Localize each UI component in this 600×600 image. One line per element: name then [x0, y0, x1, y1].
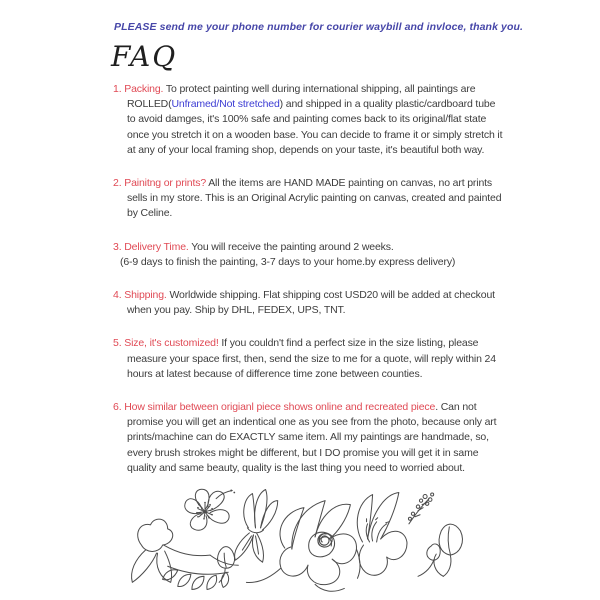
faq-list: [113, 82, 503, 494]
faq-paragraph: [113, 82, 503, 158]
faq-paragraph: [113, 240, 503, 255]
item-text: To protect painting well during international shipping, all paintings are ROLLED(: [127, 83, 476, 111]
item-title: How similar between origianl piece shows online and recreated piece: [124, 401, 436, 414]
item-subtext: (6-9 days to finish the painting, 3-7 days to your home.by express delivery): [120, 255, 456, 268]
item-title: Painitng or prints?: [124, 177, 209, 190]
item-number: 5.: [113, 337, 125, 350]
faq-item-3: [113, 240, 503, 270]
item-number: 2.: [113, 177, 125, 190]
item-number: 3.: [113, 240, 125, 253]
faq-item-1: [113, 82, 503, 158]
faq-item-6: [113, 400, 503, 476]
item-title: Delivery Time.: [124, 240, 192, 253]
item-title: Shipping.: [124, 289, 170, 302]
item-number: 1.: [113, 83, 125, 95]
item-text: You will receive the painting around 2 weeks.: [191, 240, 394, 253]
item-number: 6.: [113, 401, 125, 414]
item-text: Worldwide shipping. Flat shipping cost USD20 will be added at checkout when you pay. Ship by DHL, FEDEX, UPS, TNT.: [127, 289, 495, 317]
item-text: If you couldn't find a perfect size in the size listing, please measure your space first, then, send the size to me for a quote, will reply within 24 hours at latest because of difference time zone between counties.: [127, 337, 496, 380]
faq-item-4: [113, 288, 503, 318]
faq-paragraph: [113, 336, 503, 382]
faq-item-5: [113, 336, 503, 382]
item-title: Size, it's customized!: [124, 337, 222, 350]
faq-paragraph: [113, 176, 503, 222]
flower-line-art-icon: [97, 486, 521, 600]
item-text: All the items are HAND MADE painting on canvas, no art prints sells in my store. This is an Original Acrylic painting on canvas, created and painted by Celine.: [127, 177, 502, 220]
item-number: 4.: [113, 289, 125, 302]
top-note: PLEASE send me your phone number for courier waybill and invloce, thank you.: [114, 21, 524, 33]
faq-item-2: [113, 176, 503, 222]
page-title: FAQ: [111, 40, 178, 73]
faq-paragraph: [113, 400, 503, 476]
faq-paragraph: [113, 288, 503, 318]
item-title: Packing.: [124, 83, 166, 95]
item-text: Unframed/Not stretched: [171, 98, 280, 111]
item-text: . Can not promise you will get an indentical one as you see from the photo, because only art prints/machine can do EXACTLY same item. All my paintings are handmade, so, every brush strokes might be different, but I DO promise you will get it in same quality and same beauty, quality is the last thing you need to worried about.: [127, 401, 497, 474]
item-text: ) and shipped in a quality plastic/cardboard tube to avoid damges, it's 100% safe and painting comes back to its original/flat state once you stretch it on a wooden base. You can decide to frame it or simply stretch it at any of your local framing shop, depends on your taste, it's beautiful both way.: [127, 98, 503, 156]
